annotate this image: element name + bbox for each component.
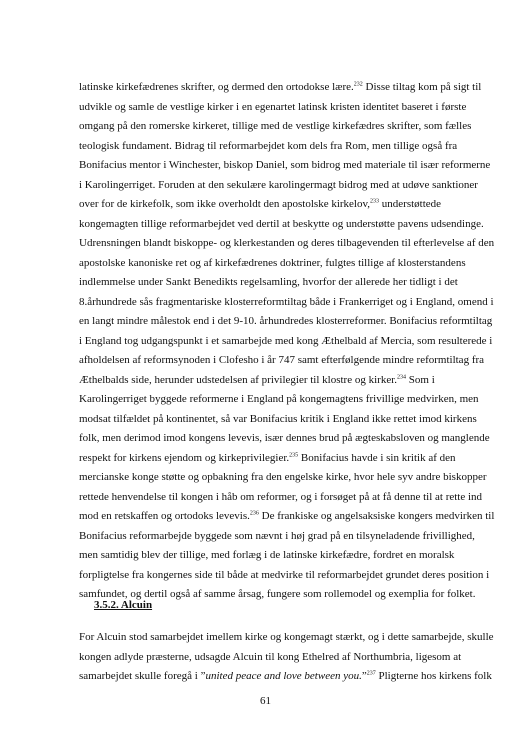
text-line — [79, 371, 499, 391]
text-line — [79, 468, 499, 488]
section-heading: 3.5.2. Alcuin — [94, 599, 153, 611]
text-span: teologisk fundament. Bidrag til reformarbejdet kom dels fra Rom, men tillige også fra — [79, 139, 458, 152]
footnote-ref: 236 — [249, 510, 259, 517]
text-line — [79, 667, 499, 687]
text-line — [79, 312, 499, 332]
text-span: Som i — [406, 373, 435, 386]
text-line — [79, 78, 499, 98]
footnote-ref: 233 — [370, 198, 380, 205]
text-span: understøttede — [379, 198, 442, 210]
text-line — [79, 527, 499, 547]
text-line — [79, 488, 499, 508]
text-line — [79, 117, 499, 137]
text-span: men samtidig blev der tillige, med forlæg i de latinske kirkefædre, fordret en moralsk — [79, 549, 455, 561]
text-span: over for de kirkefolk, som ikke overholdt den apostolske kirkelov, — [79, 198, 371, 210]
text-line — [79, 449, 499, 469]
text-line — [79, 566, 499, 586]
body-paragraph — [79, 78, 499, 605]
text-span: i England tog udgangspunkt i et samarbejde med kong Æthelbald af Mercia, som resulterede i — [79, 334, 493, 347]
text-span: ” — [361, 670, 367, 682]
text-line — [79, 176, 499, 196]
text-line — [79, 429, 499, 449]
text-line — [79, 156, 499, 176]
text-line — [79, 195, 499, 215]
text-line — [79, 390, 499, 410]
text-span: omgang på den romerske kirkeret, tillige med de vestlige kirkefædres skrifter, som fælles — [79, 120, 472, 132]
footnote-ref: 234 — [397, 373, 407, 380]
text-line — [79, 351, 499, 371]
text-span: Pligterne hos kirkens folk — [375, 670, 492, 682]
text-line — [79, 273, 499, 293]
text-span: Karolingerriget byggede reformerne i England på kongemagtens frivillige medvirken, men — [79, 393, 479, 405]
text-span: modsat tilfældet på kontinentet, så var Bonifacius kritik i England ikke rettet imod kirkens — [79, 412, 477, 425]
text-span: rettede henvendelse til kongen i håb om reformer, og i forsøget på at få denne til at rette ind — [79, 490, 483, 503]
text-span: latinske kirkefædrenes skrifter, og dermed den ortodokse lære. — [79, 81, 354, 93]
text-line — [79, 137, 499, 157]
text-span: udvikle og samle de vestlige kirker i en egenartet latinsk kristen identitet baseret i første — [79, 100, 467, 113]
text-span: samarbejdet skulle foregå i ” — [79, 670, 206, 682]
text-span: afholdelsen af reformsynoden i Clofesho i år 747 samt efterfølgende mindre reformtiltag fra — [79, 354, 485, 366]
text-span: Bonifacius havde i sin kritik af den — [298, 451, 456, 464]
text-line — [79, 234, 499, 254]
footnote-ref: 235 — [289, 451, 299, 458]
text-span: 8.århundrede sås fragmentariske klosterreformtiltag både i Frankerriget og i England, omend i — [79, 295, 494, 308]
page-number: 61 — [260, 695, 271, 707]
body-paragraph-2 — [79, 628, 499, 687]
text-span: i Karolingerriget. Foruden at den sekulære karolingermagt bidrog med at udøve sanktioner — [79, 178, 478, 191]
text-span: mercianske konge støtte og opbakning fra den engelske kirke, hvor hele syv andre biskopper — [79, 471, 487, 483]
text-line — [79, 293, 499, 313]
text-span: mod en retskaffen og ortodoks levevis. — [79, 510, 250, 522]
text-span: Æthelbalds side, herunder udstedelsen af privilegier til klostre og kirker. — [79, 373, 398, 386]
text-span: samfundet, og dertil også af samme årsag, fungere som rollemodel og exemplia for folket. — [79, 588, 476, 600]
text-span: apostolske kanoniske ret og af kirkefædrenes doktriner, fulgtes tillige af klosterstandens — [79, 256, 466, 269]
text-span: kongemagten tillige reformarbejdet ved dertil at beskytte og understøtte pavens udsendinge. — [79, 217, 484, 230]
footnote-ref: 237 — [366, 670, 376, 677]
text-line — [79, 98, 499, 118]
text-span: Disse tiltag kom på sigt til — [362, 81, 482, 93]
text-span: indlemmelse under Sankt Benedikts regelsamling, hvorfor der allerede her tidligt i det — [79, 276, 458, 288]
text-line — [79, 410, 499, 430]
text-line — [79, 254, 499, 274]
text-span: Bonifacius reformarbejde byggede som nævnt i høj grad på en tilsyneladende frivillighed, — [79, 529, 475, 542]
text-span: respekt for kirkens ejendom og kirkeprivilegier. — [79, 451, 290, 464]
text-line — [79, 507, 499, 527]
text-span: folk, men derimod imod kongens levevis, især dennes brud på ægteskabsloven og manglende — [79, 432, 490, 444]
text-span: Udrensningen blandt biskoppe- og klerkestanden og deres tilbagevenden til efterlevelse af den — [79, 237, 495, 249]
text-span: Bonifacius mentor i Winchester, biskop Daniel, som bidrog med materiale til især reformerne — [79, 159, 491, 171]
text-line: kongen adlyde præsterne, udsagde Alcuin til kong Ethelred af Northumbria, ligesom at — [79, 650, 462, 663]
quote-italic: united peace and love between you. — [205, 670, 362, 682]
footnote-ref: 232 — [353, 81, 363, 88]
text-line — [79, 546, 499, 566]
text-line — [79, 332, 499, 352]
text-line — [79, 215, 499, 235]
text-line: For Alcuin stod samarbejdet imellem kirke og kongemagt stærkt, og i dette samarbejde, skulle — [79, 631, 494, 643]
text-span: forpligtelse fra kongernes side til både at medvirke til reformarbejdet grundet deres position i — [79, 568, 490, 581]
text-span: De frankiske og angelsaksiske kongers medvirken til — [258, 510, 495, 522]
text-span: en langt mindre målestok end i det 9-10. århundredes klosterreformer. Bonifacius reformtiltag — [79, 315, 493, 327]
